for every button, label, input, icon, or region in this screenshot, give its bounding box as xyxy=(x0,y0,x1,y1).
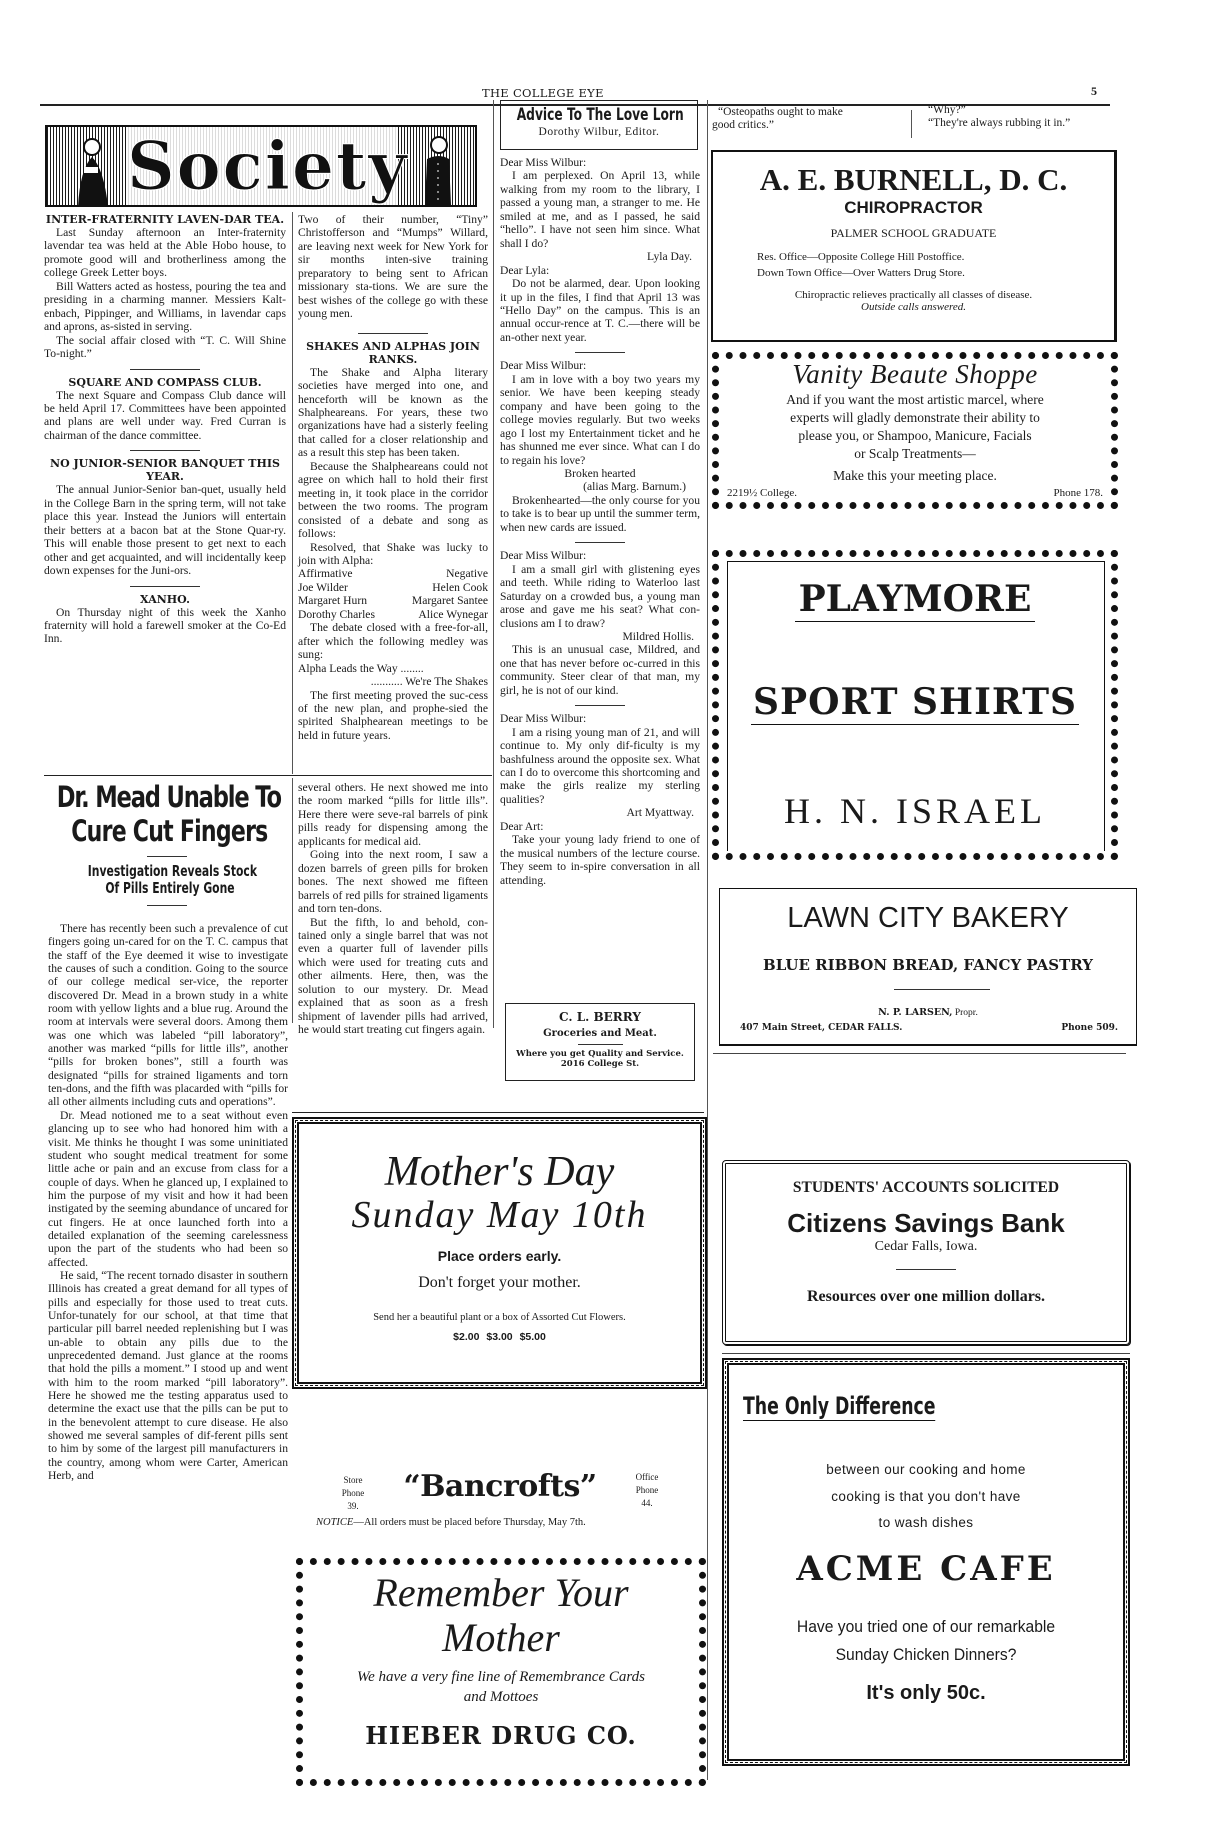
acme-name: ACME CAFE xyxy=(796,1549,1056,1589)
vanity-tagline: Make this your meeting place. xyxy=(833,468,997,483)
hieber-headline-2: Mother xyxy=(442,1615,560,1660)
hieber-body-2: and Mottoes xyxy=(463,1689,539,1705)
article-paragraph: several others. He next showed me into the room marked “pills for little ills”. Here there were seve-ral barrels of pink pills ready for dispensing among the applicants for medical aid. xyxy=(298,781,488,848)
divider xyxy=(575,705,625,706)
section-rule xyxy=(44,775,492,776)
vanity-body-1: And if you want the most artistic marcel, where xyxy=(786,392,1044,407)
joke-divider xyxy=(911,110,912,138)
berry-line: Groceries and Meat. xyxy=(543,1028,657,1039)
letter-salutation: Dear Miss Wilbur: xyxy=(500,156,587,169)
price: $5.00 xyxy=(519,1331,546,1343)
price: $2.00 xyxy=(453,1331,480,1343)
advice-title: Advice To The Love Lorn xyxy=(516,105,684,125)
divider xyxy=(575,352,625,353)
notice-label: NOTICE xyxy=(316,1517,354,1528)
letter-signature: Mildred Hollis. xyxy=(622,629,694,643)
vanity-ad xyxy=(712,352,1118,509)
section-rule xyxy=(722,1353,1130,1354)
article-paragraph: Resolved, that Shake was lucky to join with Alpha: xyxy=(298,540,488,567)
divider xyxy=(578,1044,623,1045)
letter-body: I am in love with a boy two years my senior. We have been keeping steady company and have been going to the college movies regularly. But two weeks ago I lost my Entertainment ticket and he has shunned me ever since. What can I do to regain his love? xyxy=(500,372,700,467)
mead-column-2 xyxy=(298,781,488,1037)
column-rule-2 xyxy=(493,100,494,1028)
debate-header-negative: Negative xyxy=(446,567,488,581)
masthead-paper-name: THE COLLEGE EYE xyxy=(482,86,604,100)
reply-body: Brokenhearted—the only course for you to take is to bear up until the summer term, when new cards are issued. xyxy=(500,493,700,534)
section-rule xyxy=(292,1112,704,1113)
mead-headline xyxy=(44,780,290,912)
mead-headline-line-1: Dr. Mead Unable To xyxy=(56,780,281,814)
office-phone-label: Phone xyxy=(635,1485,659,1495)
mothers-day-prices xyxy=(299,1331,700,1343)
song-line: ........... We're The Shakes xyxy=(370,675,488,689)
office-phone-block xyxy=(622,1471,672,1510)
playmore-ad xyxy=(712,550,1118,860)
vanity-address: 2219½ College. xyxy=(727,487,797,499)
letter-body: I am perplexed. On April 13, while walking from my room to the library, I passed a young man, a stranger to me. He smiled at me, and as I passed, he said “hello”. I have not seen him since. What shall I do? xyxy=(500,169,700,250)
debate-cell: Margaret Santee xyxy=(411,594,488,608)
letter-signature: Broken hearted xyxy=(564,466,636,480)
playmore-line-2: SPORT SHIRTS xyxy=(753,681,1077,723)
bank-top: STUDENTS' ACCOUNTS SOLICITED xyxy=(792,1179,1060,1196)
song-line: Alpha Leads the Way ........ xyxy=(298,661,424,675)
vanity-body-2: experts will gladly demonstrate their ability to xyxy=(790,410,1040,425)
burnell-office-2: Down Town Office—Over Watters Drug Store. xyxy=(757,267,965,279)
bakery-address: 407 Main Street, CEDAR FALLS. xyxy=(740,1023,903,1033)
article-headline: XANHO. xyxy=(140,592,190,606)
mothers-day-reminder: Don't forget your mother. xyxy=(418,1274,581,1291)
hieber-name: HIEBER DRUG CO. xyxy=(365,1721,637,1750)
article-paragraph: Because the Shalpheareans could not agree on which hall to hold their first meeting in, it took place in the corridor between the two rooms. The program consisted of a debate and song as follows: xyxy=(298,459,488,541)
mead-subhead-1: Investigation Reveals Stock xyxy=(87,862,258,880)
burnell-ad xyxy=(711,150,1117,342)
mothers-day-title: Mother's Day xyxy=(384,1149,615,1195)
reply-body: This is an unusual case, Mildred, and one that has never before oc-curred in this community. Steer clear of that man, my girl, he is not of our kind. xyxy=(500,643,700,697)
bakery-proprietor-line xyxy=(720,1007,1136,1018)
article-paragraph: He said, “The recent tornado disaster in southern Illinois has created a great demand for all types of pills and especially for those used to treat cuts. Unfor-tunately for our school, at that time that particular pill barrel needed replenishing but I was un-able to obtain any pills due to the unprecedented demand. Just glance at the rooms that hold the pills a moment.” I stood up and went with him to the room marked “pill laboratory”. Here he showed me the testing apparatus used to determine the exact use that the pills can be put to in the benevolent attempt to cure disease. He also showed me several samples of dif-ferent pills sent to him by some of the largest pill manufacturers in the country, among whom were Carter, American Herb, and xyxy=(48,1268,288,1483)
vanity-phone: Phone 178. xyxy=(1053,487,1103,499)
berry-name: C. L. BERRY xyxy=(559,1010,641,1024)
debate-row xyxy=(298,608,488,621)
store-phone-label: Store xyxy=(343,1475,363,1485)
joke-right-2: “They're always rubbing it in.” xyxy=(928,117,1071,129)
mothers-day-date: Sunday May 10th xyxy=(351,1194,648,1236)
letter-signature: Art Myattway. xyxy=(626,806,694,820)
office-phone-number: 44. xyxy=(641,1498,653,1508)
berry-slogan: Where you get Quality and Service. xyxy=(516,1049,684,1059)
society-banner-title: Society xyxy=(127,127,409,205)
debate-row xyxy=(298,594,488,607)
page-number: 5 xyxy=(1091,84,1097,98)
letter-body: I am a rising young man of 21, and will continue to. My only dif-ficulty is my bashfulness around the opposite sex. What can I do to overcome this shortcoming and make the girls realize my sterling qualities? xyxy=(500,725,700,806)
letter-salutation: Dear Miss Wilbur: xyxy=(500,359,587,373)
bakery-name: LAWN CITY BAKERY xyxy=(787,902,1069,934)
debate-cell: Margaret Hurn xyxy=(298,594,368,608)
reply-body: Take your young lady friend to one of the musical numbers of the lecture course. They seem to in-spire conversation in all attending. xyxy=(500,833,700,887)
mead-subhead-2: Of Pills Entirely Gone xyxy=(105,879,235,897)
lady-illustration-icon xyxy=(72,135,112,207)
bakery-ad xyxy=(719,888,1137,1046)
bank-ad xyxy=(722,1160,1130,1345)
debate-cell: Joe Wilder xyxy=(298,580,348,594)
hieber-headline-1: Remember Your xyxy=(373,1570,629,1615)
bank-name: Citizens Savings Bank xyxy=(787,1208,1065,1238)
vanity-name: Vanity Beaute Shoppe xyxy=(792,359,1038,389)
article-paragraph: The annual Junior-Senior ban-quet, usually held in the College Barn in the spring term, will not take place this year. Instead the Juniors will entertain their betters at a bacon bat at the Stone Quar-ry. This will enable those present to get next to each other and get acquainted, and will incidentally keep down expenses for the Juni-ors. xyxy=(44,483,286,578)
divider xyxy=(147,856,187,857)
article-paragraph: Last Sunday afternoon an Inter-fraternity lavendar tea was held at the Able Hobo house, to promote good will and brotherliness among the college Greek Letter boys. xyxy=(44,226,286,280)
joke-right-1: “Why?” xyxy=(928,104,966,116)
divider xyxy=(358,333,428,334)
notice-text: —All orders must be placed before Thursday, May 7th. xyxy=(353,1517,586,1528)
divider xyxy=(575,542,625,543)
column-rule-1 xyxy=(292,212,293,774)
burnell-office-1: Res. Office—Opposite College Hill Postoffice. xyxy=(757,251,965,263)
berry-ad xyxy=(505,1003,695,1081)
article-paragraph: Bill Watters acted as hostess, pouring the tea and presiding in a charming manner. Messiers Kalt-enbach, Pippinger, and Williams, in lavendar caps and aprons, as-sisted in serving. xyxy=(44,279,286,334)
letter-salutation: Dear Miss Wilbur: xyxy=(500,549,587,563)
bancrofts-brand: “Bancrofts” xyxy=(403,1469,597,1504)
price: $3.00 xyxy=(486,1331,513,1343)
acme-body-3: to wash dishes xyxy=(878,1515,974,1530)
divider xyxy=(894,989,990,990)
article-paragraph: The Shake and Alpha literary societies have merged into one, and henceforth will be known as the Shalpheareans. For years, these two organizations have had a sisterly feeling that called for a closer relationship and as a result this step has been taken. xyxy=(298,365,488,460)
debate-cell: Helen Cook xyxy=(432,580,488,594)
vanity-body-3: please you, or Shampoo, Manicure, Facials xyxy=(798,428,1032,443)
store-phone-number: 39. xyxy=(347,1501,359,1511)
debate-cell: Alice Wynegar xyxy=(418,607,488,621)
office-phone-label: Office xyxy=(635,1472,659,1482)
advice-editor: Dorothy Wilbur, Editor. xyxy=(538,126,660,138)
joke-left: “Osteopaths ought to make good critics.” xyxy=(712,106,843,131)
mothers-day-offer: Send her a beautiful plant or a box of Assorted Cut Flowers. xyxy=(373,1312,626,1323)
article-paragraph: The social affair closed with “T. C. Will Shine To-night.” xyxy=(44,333,286,361)
society-column-2 xyxy=(298,213,488,742)
debate-header-affirmative: Affirmative xyxy=(298,567,353,581)
article-continuation: Two of their number, “Tiny” Christofferson and “Mumps” Willard, are leaving next week for New York for sir months inten-sive training preparatory to being sent to African missionary sta-tions. We are sure the best wishes of the college go with these young men. xyxy=(298,213,488,321)
mead-column-1 xyxy=(48,922,288,1482)
bakery-products: BLUE RIBBON BREAD, FANCY PASTRY xyxy=(763,956,1093,974)
mead-headline-line-2: Cure Cut Fingers xyxy=(71,814,268,848)
divider xyxy=(130,450,200,451)
divider xyxy=(130,586,200,587)
man-illustration-icon xyxy=(417,133,457,205)
bank-location: Cedar Falls, Iowa. xyxy=(874,1239,978,1254)
debate-row xyxy=(298,581,488,594)
playmore-line-1: PLAYMORE xyxy=(795,577,1036,622)
advice-column xyxy=(500,156,700,887)
bakery-propr-suffix: Propr. xyxy=(954,1008,978,1018)
reply-body: Do not be alarmed, dear. Upon looking it up in the files, I find that April 13 was “Hello Day” on the campus. This is an annual occur-rence at T. C.—there will be an-other next year. xyxy=(500,277,700,344)
article-paragraph: Going into the next room, I saw a dozen barrels of green pills for broken bones. The next showed me fifteen barrels of red pills for strained ligaments and torn ten-dons. xyxy=(298,848,488,916)
article-paragraph: The first meeting proved the suc-cess of the new plan, and prophe-sied the spirited Shalphearean meetings to be held in future years. xyxy=(298,688,488,742)
hieber-ad-box xyxy=(296,1558,706,1786)
burnell-title: CHIROPRACTOR xyxy=(844,198,983,217)
berry-address: 2016 College St. xyxy=(560,1059,640,1069)
advice-header-box xyxy=(500,100,698,150)
reply-salutation: Dear Lyla: xyxy=(500,263,550,277)
acme-body-2: cooking is that you don't have xyxy=(831,1489,1021,1504)
divider xyxy=(896,1269,956,1270)
society-banner xyxy=(45,125,477,207)
store-phone-label: Phone xyxy=(341,1488,365,1498)
letter-salutation: Dear Miss Wilbur: xyxy=(500,712,587,726)
letter-signature-alias: (alias Marg. Barnum.) xyxy=(583,480,686,494)
acme-headline: The Only Difference xyxy=(743,1392,936,1420)
bank-resources: Resources over one million dollars. xyxy=(806,1288,1046,1305)
letter-signature: Lyla Day. xyxy=(647,250,692,264)
store-phone-block xyxy=(328,1474,378,1513)
article-headline: SQUARE AND COMPASS CLUB. xyxy=(68,375,262,389)
article-headline: NO JUNIOR-SENIOR BANQUET THIS YEAR. xyxy=(50,457,280,484)
acme-ad xyxy=(722,1358,1130,1766)
letter-body: I am a small girl with glistening eyes and teeth. While riding to Waterloo last Saturday on a crowded bus, a young man arose and gave me his seat? What con-clusions am I to draw? xyxy=(500,562,700,630)
article-paragraph: The next Square and Compass Club dance will be held April 17. Committees have been appointed and plans are well under way. Fred Curran is chairman of the dance committee. xyxy=(44,388,286,442)
burnell-claim: Chiropractic relieves practically all classes of disease. xyxy=(794,289,1033,301)
bakery-proprietor: N. P. LARSEN, xyxy=(878,1007,953,1018)
mothers-day-ad xyxy=(292,1117,707,1389)
acme-question-2: Sunday Chicken Dinners? xyxy=(835,1645,1017,1664)
article-paragraph: Dr. Mead notioned me to a seat without even glancing up to see who had honored him with a visit. Me thinks he thought I was some uninitiated student who sought medical treatment for some little ache or pain and an excuse from class for a couple of days. When he glanced up, I explained to him the purpose of my visit and how it had been instigated by the seeming abundance of uncared for cut fingers. He at once launched forth into a detailed explanation of the seeming carelessness upon the part of the students who had been so affected. xyxy=(48,1108,288,1269)
column-rule-3 xyxy=(707,100,708,1780)
society-column-1 xyxy=(44,213,286,646)
debate-table xyxy=(298,567,488,580)
acme-question-1: Have you tried one of our remarkable xyxy=(796,1617,1056,1636)
playmore-merchant: H. N. ISRAEL xyxy=(784,791,1046,831)
acme-price: It's only 50c. xyxy=(866,1682,986,1704)
mothers-day-notice xyxy=(316,1517,696,1528)
bakery-phone: Phone 509. xyxy=(1061,1023,1118,1033)
article-headline: SHAKES AND ALPHAS JOIN RANKS. xyxy=(306,339,480,366)
article-paragraph: The debate closed with a free-for-all, after which the following medley was sung: xyxy=(298,621,488,662)
article-paragraph: There has recently been such a prevalence of cut fingers going un-cared for on the T. C. campus that the staff of the Eye deemed it wise to investigate the causes of such a condition. Going to the source of our college medical ser-vice, the reporter discovered Dr. Mead in a brown study in a white room with yellow lights and a blue rug. Around the room at intervals were several doors. Among them was one which was labeled “pill laboratory”, another was marked “pills for little ills”, another “pills for broken bones”, still a fourth was designated “pills for strained ligaments and torn ten-dons, and the fifth was placarded with “pills for all other ailments including cuts and operations”. xyxy=(48,922,288,1109)
debate-cell: Dorothy Charles xyxy=(298,607,375,621)
burnell-name: A. E. BURNELL, D. C. xyxy=(759,162,1068,197)
burnell-school: PALMER SCHOOL GRADUATE xyxy=(830,226,997,240)
article-paragraph: On Thursday night of this week the Xanho fraternity will hold a farewell smoker at the Co-Ed Inn. xyxy=(44,605,286,646)
burnell-calls: Outside calls answered. xyxy=(861,301,966,313)
article-paragraph: But the fifth, lo and behold, con-tained only a single barrel that was not even a quarter full of lavender pills which were used for treating cuts and other ailments. Here, then, was the solution to our mystery. Dr. Mead explained that as soon as a fresh shipment of lavender pills had arrived, he would start treating cut fingers again. xyxy=(298,915,488,1037)
article-headline: INTER-FRATERNITY LAVEN-DAR TEA. xyxy=(45,213,285,226)
mothers-day-orders: Place orders early. xyxy=(437,1248,562,1264)
divider xyxy=(147,905,187,906)
hieber-body-1: We have a very fine line of Remembrance Cards xyxy=(357,1669,645,1685)
reply-salutation: Dear Art: xyxy=(500,819,544,833)
acme-body-1: between our cooking and home xyxy=(826,1462,1026,1477)
vanity-body-4: or Scalp Treatments— xyxy=(854,446,976,461)
divider xyxy=(130,369,200,370)
section-rule xyxy=(713,1053,1126,1054)
